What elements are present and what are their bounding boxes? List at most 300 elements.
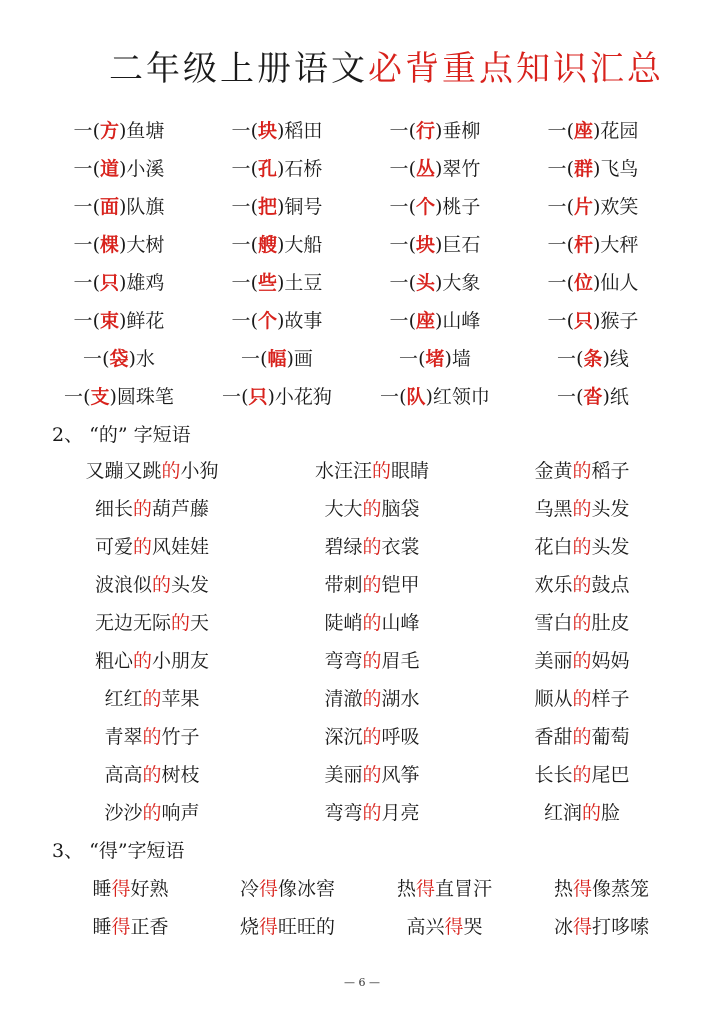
particle-de: 的 bbox=[572, 611, 592, 634]
open-paren: ( bbox=[408, 309, 416, 332]
dei-phrase-grid bbox=[52, 868, 682, 944]
open-paren: ( bbox=[566, 271, 574, 294]
measure-word-item bbox=[198, 116, 356, 143]
open-paren: ( bbox=[566, 309, 574, 332]
noun: 猴子 bbox=[600, 309, 639, 332]
open-paren: ( bbox=[92, 157, 100, 180]
numeral: 一 bbox=[83, 347, 103, 370]
open-paren: ( bbox=[250, 157, 258, 180]
page-number: — 6 — bbox=[344, 976, 380, 989]
numeral: 一 bbox=[547, 195, 567, 218]
open-paren: ( bbox=[250, 233, 258, 256]
de-phrase-row bbox=[52, 754, 672, 792]
de-phrase bbox=[492, 646, 672, 673]
modifier: 无边无际 bbox=[94, 611, 171, 634]
de-phrase bbox=[52, 608, 252, 635]
noun: 铜号 bbox=[284, 195, 323, 218]
close-paren: ) bbox=[128, 347, 136, 370]
noun: 大船 bbox=[284, 233, 323, 256]
section-2-heading: 2、 “的” 字短语 bbox=[52, 424, 191, 446]
numeral: 一 bbox=[73, 233, 93, 256]
numeral: 一 bbox=[547, 233, 567, 256]
modifier: 青翠 bbox=[104, 725, 143, 748]
de-phrase bbox=[252, 494, 492, 521]
particle-de: 的 bbox=[572, 497, 592, 520]
particle-dei: 得 bbox=[572, 877, 592, 900]
noun: 红领巾 bbox=[432, 385, 490, 408]
noun: 石桥 bbox=[284, 157, 323, 180]
noun: 欢笑 bbox=[600, 195, 639, 218]
measure-word: 把 bbox=[257, 195, 277, 218]
complement: 直冒汗 bbox=[435, 877, 493, 900]
verb: 睡 bbox=[92, 877, 112, 900]
modifier: 波浪似 bbox=[94, 573, 152, 596]
numeral: 一 bbox=[389, 233, 409, 256]
particle-de: 的 bbox=[371, 459, 391, 482]
numeral: 一 bbox=[73, 157, 93, 180]
open-paren: ( bbox=[566, 233, 574, 256]
noun: 铠甲 bbox=[381, 573, 420, 596]
measure-word-item bbox=[514, 192, 672, 219]
noun: 大秤 bbox=[600, 233, 639, 256]
measure-word-item bbox=[514, 154, 672, 181]
measure-word: 位 bbox=[573, 271, 593, 294]
open-paren: ( bbox=[408, 233, 416, 256]
measure-word: 袋 bbox=[109, 347, 129, 370]
noun: 山峰 bbox=[381, 611, 420, 634]
measure-word-item bbox=[198, 192, 356, 219]
numeral: 一 bbox=[547, 271, 567, 294]
particle-de: 的 bbox=[362, 497, 382, 520]
measure-word-item bbox=[514, 268, 672, 295]
measure-word: 道 bbox=[99, 157, 119, 180]
numeral: 一 bbox=[389, 309, 409, 332]
measure-word: 块 bbox=[415, 233, 435, 256]
de-phrase bbox=[492, 760, 672, 787]
close-paren: ) bbox=[435, 157, 443, 180]
measure-word: 行 bbox=[415, 119, 435, 142]
modifier: 清澈 bbox=[324, 687, 363, 710]
open-paren: ( bbox=[92, 233, 100, 256]
numeral: 一 bbox=[231, 119, 251, 142]
noun: 大象 bbox=[442, 271, 481, 294]
particle-de: 的 bbox=[572, 573, 592, 596]
noun: 故事 bbox=[284, 309, 323, 332]
de-phrase bbox=[52, 722, 252, 749]
particle-dei: 得 bbox=[572, 915, 592, 938]
measure-word: 支 bbox=[90, 385, 110, 408]
open-paren: ( bbox=[576, 385, 584, 408]
open-paren: ( bbox=[566, 119, 574, 142]
measure-word-item bbox=[40, 306, 198, 333]
particle-de: 的 bbox=[362, 687, 382, 710]
de-phrase-row bbox=[52, 450, 672, 488]
noun: 呼吸 bbox=[381, 725, 420, 748]
modifier: 深沉 bbox=[324, 725, 363, 748]
section-3-heading: 3、 “得”字短语 bbox=[52, 840, 185, 862]
modifier: 长长 bbox=[534, 763, 573, 786]
noun: 小朋友 bbox=[152, 649, 210, 672]
noun: 画 bbox=[293, 347, 313, 370]
measure-word-item bbox=[514, 116, 672, 143]
particle-de: 的 bbox=[581, 801, 601, 824]
de-phrase-row bbox=[52, 678, 672, 716]
measure-word-item bbox=[198, 154, 356, 181]
noun: 头发 bbox=[591, 497, 630, 520]
particle-dei: 得 bbox=[258, 877, 278, 900]
measure-word-row bbox=[40, 376, 704, 414]
numeral: 一 bbox=[557, 347, 577, 370]
complement: 哭 bbox=[463, 915, 483, 938]
close-paren: ) bbox=[435, 271, 443, 294]
close-paren: ) bbox=[602, 385, 610, 408]
measure-word-item bbox=[198, 382, 356, 409]
noun: 眼睛 bbox=[391, 459, 430, 482]
open-paren: ( bbox=[399, 385, 407, 408]
modifier: 水汪汪 bbox=[314, 459, 372, 482]
dei-phrase bbox=[523, 912, 680, 939]
noun: 响声 bbox=[161, 801, 200, 824]
noun: 稻子 bbox=[591, 459, 630, 482]
measure-word: 些 bbox=[257, 271, 277, 294]
de-phrase-row bbox=[52, 716, 672, 754]
verb: 热 bbox=[553, 877, 573, 900]
de-phrase bbox=[492, 494, 672, 521]
numeral: 一 bbox=[241, 347, 261, 370]
de-phrase-row bbox=[52, 792, 672, 830]
particle-de: 的 bbox=[572, 535, 592, 558]
numeral: 一 bbox=[231, 271, 251, 294]
measure-word-item bbox=[514, 230, 672, 257]
particle-dei: 得 bbox=[111, 877, 131, 900]
dei-phrase bbox=[209, 912, 366, 939]
de-phrase bbox=[252, 456, 492, 483]
numeral: 一 bbox=[222, 385, 242, 408]
measure-word: 面 bbox=[99, 195, 119, 218]
complement: 正香 bbox=[130, 915, 169, 938]
particle-de: 的 bbox=[362, 535, 382, 558]
measure-word: 束 bbox=[99, 309, 119, 332]
noun: 月亮 bbox=[381, 801, 420, 824]
numeral: 一 bbox=[73, 271, 93, 294]
close-paren: ) bbox=[286, 347, 294, 370]
noun: 小花狗 bbox=[274, 385, 332, 408]
measure-word: 丛 bbox=[415, 157, 435, 180]
particle-de: 的 bbox=[362, 801, 382, 824]
measure-word-item bbox=[198, 230, 356, 257]
numeral: 一 bbox=[380, 385, 400, 408]
particle-de: 的 bbox=[362, 725, 382, 748]
open-paren: ( bbox=[566, 157, 574, 180]
particle-de: 的 bbox=[362, 649, 382, 672]
noun: 鼓点 bbox=[591, 573, 630, 596]
modifier: 陡峭 bbox=[324, 611, 363, 634]
numeral: 一 bbox=[73, 195, 93, 218]
verb: 热 bbox=[396, 877, 416, 900]
numeral: 一 bbox=[231, 309, 251, 332]
particle-dei: 得 bbox=[111, 915, 131, 938]
open-paren: ( bbox=[92, 195, 100, 218]
title-highlight: 必背重点知识汇总 bbox=[368, 49, 664, 89]
measure-word-item bbox=[356, 268, 514, 295]
measure-word: 个 bbox=[257, 309, 277, 332]
particle-de: 的 bbox=[572, 687, 592, 710]
open-paren: ( bbox=[83, 385, 91, 408]
noun: 肚皮 bbox=[591, 611, 630, 634]
numeral: 一 bbox=[389, 157, 409, 180]
measure-word-item bbox=[356, 116, 514, 143]
measure-word: 条 bbox=[583, 347, 603, 370]
particle-de: 的 bbox=[572, 459, 592, 482]
noun: 墙 bbox=[451, 347, 471, 370]
measure-word-item bbox=[40, 382, 198, 409]
verb: 冰 bbox=[553, 915, 573, 938]
noun: 竹子 bbox=[161, 725, 200, 748]
modifier: 美丽 bbox=[534, 649, 573, 672]
measure-word-item bbox=[356, 382, 514, 409]
close-paren: ) bbox=[602, 347, 610, 370]
numeral: 一 bbox=[231, 195, 251, 218]
dei-phrase-row bbox=[52, 906, 682, 944]
dei-phrase bbox=[209, 874, 366, 901]
particle-de: 的 bbox=[151, 573, 171, 596]
de-phrase bbox=[492, 570, 672, 597]
measure-word: 片 bbox=[573, 195, 593, 218]
modifier: 细长 bbox=[94, 497, 133, 520]
measure-word-item bbox=[514, 306, 672, 333]
measure-word: 孔 bbox=[257, 157, 277, 180]
modifier: 香甜 bbox=[534, 725, 573, 748]
measure-word: 块 bbox=[257, 119, 277, 142]
close-paren: ) bbox=[593, 157, 601, 180]
noun: 飞鸟 bbox=[600, 157, 639, 180]
particle-de: 的 bbox=[132, 497, 152, 520]
de-phrase-grid bbox=[52, 450, 672, 830]
noun: 衣裳 bbox=[381, 535, 420, 558]
noun: 风筝 bbox=[381, 763, 420, 786]
close-paren: ) bbox=[109, 385, 117, 408]
numeral: 一 bbox=[231, 233, 251, 256]
modifier: 可爱 bbox=[94, 535, 133, 558]
de-phrase bbox=[252, 608, 492, 635]
measure-word-item bbox=[40, 192, 198, 219]
de-phrase bbox=[52, 684, 252, 711]
open-paren: ( bbox=[92, 119, 100, 142]
close-paren: ) bbox=[435, 233, 443, 256]
measure-word: 只 bbox=[248, 385, 268, 408]
particle-dei: 得 bbox=[415, 877, 435, 900]
de-phrase bbox=[52, 532, 252, 559]
numeral: 一 bbox=[73, 309, 93, 332]
particle-dei: 得 bbox=[258, 915, 278, 938]
open-paren: ( bbox=[250, 119, 258, 142]
particle-de: 的 bbox=[572, 725, 592, 748]
de-phrase bbox=[52, 646, 252, 673]
de-phrase bbox=[52, 760, 252, 787]
noun: 雄鸡 bbox=[126, 271, 165, 294]
measure-word-item bbox=[198, 268, 356, 295]
de-phrase bbox=[492, 608, 672, 635]
measure-word-item bbox=[356, 306, 514, 333]
noun: 大树 bbox=[126, 233, 165, 256]
close-paren: ) bbox=[277, 195, 285, 218]
measure-word-item bbox=[198, 344, 356, 371]
numeral: 一 bbox=[64, 385, 84, 408]
noun: 尾巴 bbox=[591, 763, 630, 786]
particle-de: 的 bbox=[142, 801, 162, 824]
measure-word-item bbox=[514, 382, 672, 409]
close-paren: ) bbox=[119, 233, 127, 256]
particle-de: 的 bbox=[572, 649, 592, 672]
de-phrase-row bbox=[52, 488, 672, 526]
measure-word-item bbox=[40, 116, 198, 143]
noun: 纸 bbox=[609, 385, 629, 408]
numeral: 一 bbox=[399, 347, 419, 370]
dei-phrase-row bbox=[52, 868, 682, 906]
open-paren: ( bbox=[408, 157, 416, 180]
verb: 高兴 bbox=[406, 915, 445, 938]
measure-word-item bbox=[356, 230, 514, 257]
de-phrase bbox=[52, 494, 252, 521]
verb: 睡 bbox=[92, 915, 112, 938]
particle-de: 的 bbox=[170, 611, 190, 634]
close-paren: ) bbox=[277, 233, 285, 256]
noun: 眉毛 bbox=[381, 649, 420, 672]
noun: 仙人 bbox=[600, 271, 639, 294]
noun: 树枝 bbox=[161, 763, 200, 786]
measure-word: 只 bbox=[573, 309, 593, 332]
noun: 山峰 bbox=[442, 309, 481, 332]
noun: 花园 bbox=[600, 119, 639, 142]
modifier: 金黄 bbox=[534, 459, 573, 482]
numeral: 一 bbox=[557, 385, 577, 408]
close-paren: ) bbox=[435, 119, 443, 142]
modifier: 沙沙 bbox=[104, 801, 143, 824]
open-paren: ( bbox=[408, 271, 416, 294]
measure-word: 堵 bbox=[425, 347, 445, 370]
modifier: 顺从 bbox=[534, 687, 573, 710]
noun: 妈妈 bbox=[591, 649, 630, 672]
noun: 头发 bbox=[171, 573, 210, 596]
noun: 稻田 bbox=[284, 119, 323, 142]
modifier: 红红 bbox=[104, 687, 143, 710]
modifier: 雪白 bbox=[534, 611, 573, 634]
close-paren: ) bbox=[435, 195, 443, 218]
measure-word-row bbox=[40, 110, 704, 148]
particle-de: 的 bbox=[142, 687, 162, 710]
de-phrase bbox=[252, 570, 492, 597]
de-phrase bbox=[252, 760, 492, 787]
modifier: 乌黑 bbox=[534, 497, 573, 520]
noun: 葡萄 bbox=[591, 725, 630, 748]
dei-phrase bbox=[52, 912, 209, 939]
measure-word-grid bbox=[40, 110, 704, 414]
close-paren: ) bbox=[425, 385, 433, 408]
close-paren: ) bbox=[119, 309, 127, 332]
measure-word: 座 bbox=[415, 309, 435, 332]
measure-word: 群 bbox=[573, 157, 593, 180]
modifier: 美丽 bbox=[324, 763, 363, 786]
noun: 鲜花 bbox=[126, 309, 165, 332]
open-paren: ( bbox=[250, 195, 258, 218]
open-paren: ( bbox=[241, 385, 249, 408]
dei-phrase bbox=[523, 874, 680, 901]
noun: 风娃娃 bbox=[152, 535, 210, 558]
particle-de: 的 bbox=[362, 573, 382, 596]
noun: 脑袋 bbox=[381, 497, 420, 520]
de-phrase bbox=[492, 684, 672, 711]
measure-word-item bbox=[356, 344, 514, 371]
de-phrase-row bbox=[52, 602, 672, 640]
measure-word-row bbox=[40, 148, 704, 186]
verb: 冷 bbox=[239, 877, 259, 900]
noun: 天 bbox=[190, 611, 210, 634]
measure-word-item bbox=[40, 344, 198, 371]
de-phrase bbox=[492, 722, 672, 749]
open-paren: ( bbox=[250, 271, 258, 294]
dei-phrase bbox=[366, 912, 523, 939]
modifier: 欢乐 bbox=[534, 573, 573, 596]
open-paren: ( bbox=[408, 119, 416, 142]
title-main: 二年级上册语文 bbox=[109, 49, 368, 89]
page-title bbox=[109, 44, 664, 94]
open-paren: ( bbox=[566, 195, 574, 218]
measure-word-item bbox=[198, 306, 356, 333]
noun: 头发 bbox=[591, 535, 630, 558]
particle-de: 的 bbox=[161, 459, 181, 482]
measure-word-item bbox=[356, 192, 514, 219]
modifier: 红润 bbox=[543, 801, 582, 824]
de-phrase bbox=[252, 532, 492, 559]
open-paren: ( bbox=[102, 347, 110, 370]
close-paren: ) bbox=[119, 195, 127, 218]
noun: 样子 bbox=[591, 687, 630, 710]
measure-word: 座 bbox=[573, 119, 593, 142]
numeral: 一 bbox=[389, 271, 409, 294]
close-paren: ) bbox=[593, 195, 601, 218]
noun: 土豆 bbox=[284, 271, 323, 294]
noun: 小狗 bbox=[180, 459, 219, 482]
measure-word-item bbox=[40, 268, 198, 295]
measure-word-row bbox=[40, 300, 704, 338]
measure-word: 幅 bbox=[267, 347, 287, 370]
modifier: 弯弯 bbox=[324, 649, 363, 672]
modifier: 粗心 bbox=[94, 649, 133, 672]
measure-word-row bbox=[40, 262, 704, 300]
measure-word-item bbox=[40, 154, 198, 181]
close-paren: ) bbox=[119, 157, 127, 180]
numeral: 一 bbox=[389, 119, 409, 142]
open-paren: ( bbox=[92, 309, 100, 332]
de-phrase bbox=[252, 684, 492, 711]
measure-word: 个 bbox=[415, 195, 435, 218]
particle-de: 的 bbox=[362, 763, 382, 786]
measure-word: 棵 bbox=[99, 233, 119, 256]
close-paren: ) bbox=[444, 347, 452, 370]
particle-de: 的 bbox=[132, 535, 152, 558]
complement: 旺旺的 bbox=[278, 915, 336, 938]
modifier: 花白 bbox=[534, 535, 573, 558]
particle-de: 的 bbox=[362, 611, 382, 634]
measure-word: 艘 bbox=[257, 233, 277, 256]
open-paren: ( bbox=[576, 347, 584, 370]
modifier: 带刺 bbox=[324, 573, 363, 596]
noun: 垂柳 bbox=[442, 119, 481, 142]
measure-word: 杆 bbox=[573, 233, 593, 256]
noun: 翠竹 bbox=[442, 157, 481, 180]
noun: 湖水 bbox=[381, 687, 420, 710]
measure-word: 队 bbox=[406, 385, 426, 408]
